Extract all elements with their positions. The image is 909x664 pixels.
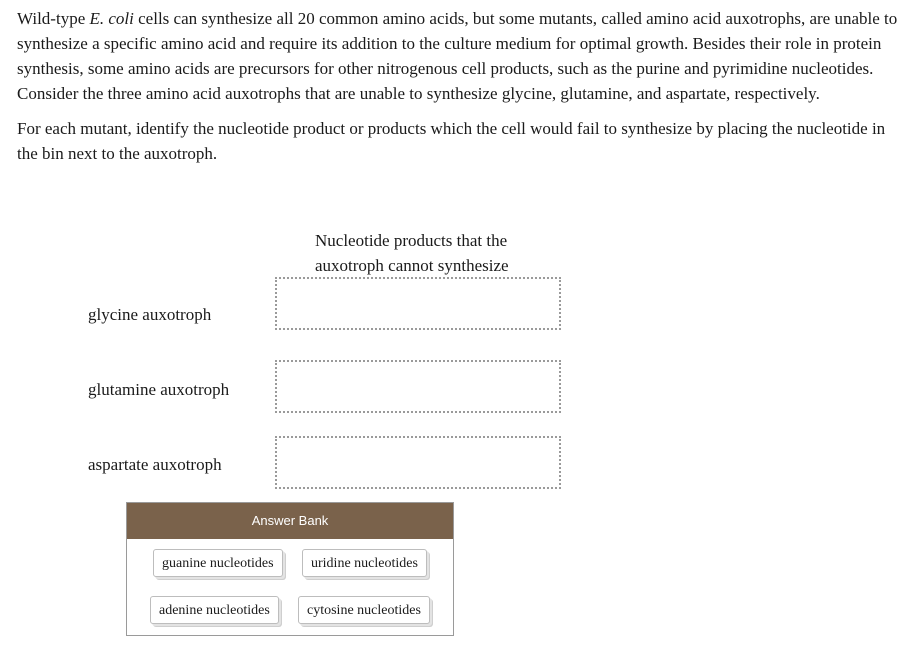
organism-name: E. coli (89, 9, 134, 28)
row-label-glutamine: glutamine auxotroph (88, 380, 230, 399)
answer-chip-cytosine[interactable]: cytosine nucleotides (298, 596, 430, 624)
answer-bank-title: Answer Bank (127, 503, 453, 539)
question-text (17, 6, 902, 176)
question-paragraph-1: Wild-type E. coli cells can synthesize all 20 common amino acids, but some mutants, called amino acid auxotrophs, are unable to synthesize a specific amino acid and require its addition to the culture medium for optimal growth. Besides their role in protein synthesis, some amino acids are precursors for other nitrogenous cell products, such as the purine and pyrimidine nucleotides. Consider the three amino acid auxotrophs that are unable to synthesize glycine, glutamine, and aspartate, respectively. (17, 9, 898, 103)
drop-bin-glutamine[interactable] (275, 360, 561, 413)
question-paragraph-2: For each mutant, identify the nucleotide product or products which the cell would fail to synthesize by placing the nucleotide in the bin next to the auxotroph. (17, 119, 886, 163)
drop-bin-glycine[interactable] (275, 277, 561, 330)
answer-chip-adenine[interactable]: adenine nucleotides (150, 596, 279, 624)
drop-bin-aspartate[interactable] (275, 436, 561, 489)
answer-bank (126, 502, 454, 636)
answer-chip-uridine[interactable]: uridine nucleotides (302, 549, 427, 577)
row-label-aspartate: aspartate auxotroph (88, 455, 222, 474)
bin-column-header: Nucleotide products that the auxotroph cannot synthesize (315, 231, 509, 275)
answer-chip-guanine[interactable]: guanine nucleotides (153, 549, 283, 577)
row-label-glycine: glycine auxotroph (88, 305, 212, 324)
